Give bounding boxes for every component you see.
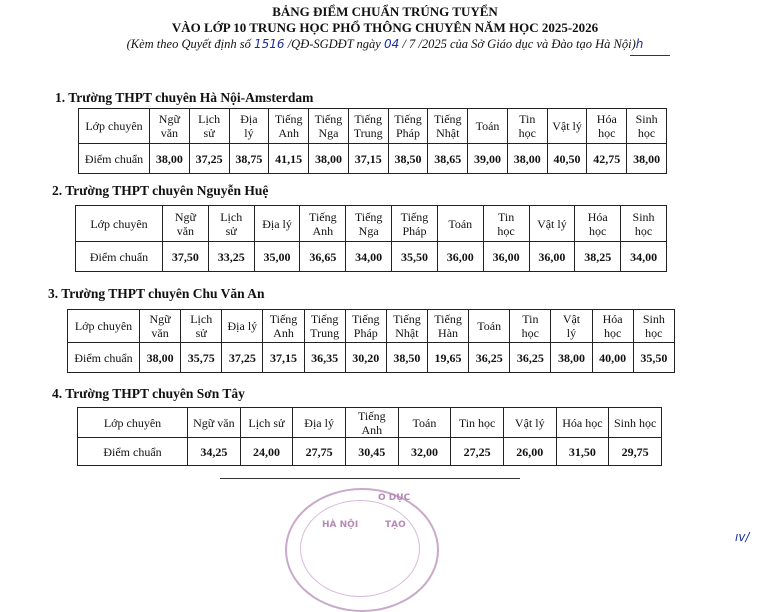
subject-header-line: Vật lý	[514, 415, 545, 430]
score-cell: 36,35	[304, 343, 345, 373]
subject-header	[304, 310, 345, 343]
subject-header-line: Lịch	[198, 112, 221, 126]
subject-header-line: Tiếng	[434, 312, 462, 326]
score-cell: 35,50	[633, 343, 674, 373]
subject-header-line: Hàn	[438, 326, 459, 340]
score-cell: 38,25	[575, 242, 621, 272]
subject-header	[300, 206, 346, 242]
subject-header-line: Vật lý	[537, 216, 567, 231]
score-cell: 34,25	[188, 438, 241, 466]
score-cell: 38,00	[140, 343, 181, 373]
corner-initial-mark: ıv/	[735, 530, 750, 544]
subject-header-line: học	[645, 326, 663, 340]
subject-header	[609, 408, 662, 438]
row-label-score: Điểm chuẩn	[68, 343, 140, 373]
subject-header	[427, 310, 468, 343]
score-cell: 41,15	[269, 144, 309, 174]
decision-mid1: /QĐ-SGDĐT ngày	[284, 37, 384, 51]
subject-header	[483, 206, 529, 242]
subject-header	[398, 408, 451, 438]
score-cell: 37,15	[263, 343, 304, 373]
subject-header	[633, 310, 674, 343]
subject-header-line: Tiếng	[433, 112, 462, 126]
score-cell: 30,45	[345, 438, 398, 466]
subject-header-line: Lịch	[220, 209, 243, 224]
score-cell: 40,50	[547, 144, 587, 174]
score-cell: 38,50	[388, 144, 428, 174]
subject-header-line: Trung	[310, 326, 340, 340]
subject-header-line: Tin	[522, 312, 539, 326]
subject-header-line: Sinh học	[613, 415, 657, 430]
score-cell: 38,75	[229, 144, 269, 174]
subject-header	[293, 408, 346, 438]
subject-header-line: Nga	[318, 126, 339, 140]
subject-header	[386, 310, 427, 343]
score-table-1	[78, 108, 667, 174]
subject-header-line: Sinh	[635, 112, 658, 126]
official-seal-inner-ring	[300, 500, 420, 597]
school-title-2: 2. Trường THPT chuyên Nguyễn Huệ	[52, 183, 269, 198]
subject-header	[507, 109, 547, 144]
subject-header-line: Địa	[240, 112, 258, 126]
score-cell: 38,00	[507, 144, 547, 174]
subject-header-line: Pháp	[395, 126, 420, 140]
subject-header-line: Nhật	[436, 126, 460, 140]
score-cell: 38,00	[309, 144, 349, 174]
subject-header-line: Tiếng	[354, 209, 383, 224]
subject-header-line: Tiếng	[274, 112, 303, 126]
subject-header-line: Toán	[477, 319, 502, 333]
row-label-score: Điểm chuẩn	[76, 242, 163, 272]
signature-mark: h	[635, 37, 644, 51]
subject-header	[181, 310, 222, 343]
seal-text-c: HÀ NỘI	[322, 520, 359, 530]
subject-header-line: Pháp	[402, 223, 427, 238]
document-title-line1: BẢNG ĐIỂM CHUẨN TRÚNG TUYỂN	[272, 4, 498, 19]
score-cell: 38,00	[150, 144, 190, 174]
subject-header-line: Nga	[358, 223, 379, 238]
subject-header-line: lý	[244, 126, 254, 140]
subject-header-line: Địa lý	[262, 216, 292, 231]
subject-header-line: Tiếng	[400, 209, 429, 224]
subject-header	[437, 206, 483, 242]
score-cell: 27,25	[451, 438, 504, 466]
subject-header-line: sử	[203, 126, 215, 140]
subject-header	[510, 310, 551, 343]
subject-header	[345, 310, 386, 343]
subject-header-line: Tiếng	[393, 312, 421, 326]
score-cell: 36,00	[437, 242, 483, 272]
subject-header-line: Tin	[497, 209, 515, 224]
score-cell: 36,00	[483, 242, 529, 272]
document-title-line2: VÀO LỚP 10 TRUNG HỌC PHỔ THÔNG CHUYÊN NĂM HỌC 2025-2026	[171, 20, 599, 35]
subject-header	[254, 206, 300, 242]
decision-number: 1516	[254, 37, 285, 51]
subject-header	[587, 109, 627, 144]
subject-header	[551, 310, 592, 343]
score-cell: 34,00	[346, 242, 392, 272]
subject-header-line: học	[603, 326, 622, 340]
subject-header	[140, 310, 181, 343]
subject-header-line: văn	[176, 223, 195, 238]
subject-header-line: Sinh	[632, 209, 655, 224]
score-cell: 42,75	[587, 144, 627, 174]
subject-header	[345, 408, 398, 438]
row-label-score: Điểm chuẩn	[79, 144, 150, 174]
subject-header-line: Tin học	[458, 415, 496, 430]
subject-header-line: Ngữ	[149, 312, 171, 326]
subject-header	[575, 206, 621, 242]
score-cell: 36,25	[469, 343, 510, 373]
subject-header	[208, 206, 254, 242]
row-label-class: Lớp chuyên	[68, 310, 140, 343]
subject-header-line: Tiếng	[354, 112, 382, 126]
score-cell: 36,25	[510, 343, 551, 373]
subject-header	[388, 109, 428, 144]
subject-header-line: Toán	[412, 415, 437, 430]
subject-header-line: Tiếng Anh	[358, 408, 386, 437]
subject-header-line: Ngữ	[174, 209, 196, 224]
subject-header	[188, 408, 241, 438]
subject-header-line: lý	[566, 326, 577, 340]
subject-header-line: Hóa	[587, 209, 608, 224]
subject-header-line: Ngữ văn	[193, 415, 235, 430]
row-label-class: Lớp chuyên	[78, 408, 188, 438]
seal-text-a: O DỤC	[378, 493, 411, 503]
subject-header	[547, 109, 587, 144]
subject-header	[627, 109, 667, 144]
subject-header-line: sử	[195, 326, 207, 340]
subject-header-line: Vật	[562, 312, 581, 326]
subject-header-line: Lịch	[190, 312, 213, 326]
score-table-3	[67, 309, 675, 373]
subject-header	[189, 109, 229, 144]
row-label-class: Lớp chuyên	[76, 206, 163, 242]
score-table-2	[75, 205, 667, 272]
score-table-4	[77, 407, 662, 466]
subject-header	[556, 408, 609, 438]
subject-header-line: Tiếng	[351, 312, 380, 326]
subject-header-line: học	[637, 126, 656, 140]
subject-header-line: Địa lý	[304, 415, 334, 430]
decision-prefix: (Kèm theo Quyết định số	[126, 37, 255, 51]
subject-header-line: Lịch sử	[248, 415, 285, 430]
school-title-3: 3. Trường THPT chuyên Chu Văn An	[48, 286, 265, 301]
signature-underline	[630, 55, 670, 56]
score-cell: 38,50	[386, 343, 427, 373]
subject-header-line: Pháp	[353, 326, 378, 340]
subject-header-line: học	[634, 223, 653, 238]
subject-header	[451, 408, 504, 438]
score-cell: 39,00	[468, 144, 508, 174]
subject-header-line: Anh	[273, 326, 294, 340]
subject-header	[150, 109, 190, 144]
score-cell: 32,00	[398, 438, 451, 466]
subject-header	[468, 109, 508, 144]
signature-line	[220, 478, 520, 479]
score-cell: 40,00	[592, 343, 633, 373]
subject-header-line: học	[521, 326, 539, 340]
row-label-score: Điểm chuẩn	[78, 438, 188, 466]
decision-mid2: / 7 /2025 của Sở Giáo dục và Đào tạo Hà Nội)	[399, 37, 636, 51]
subject-header	[348, 109, 388, 144]
subject-header-line: Tiếng	[309, 209, 337, 224]
subject-header	[222, 310, 263, 343]
subject-header-line: Toán	[448, 216, 473, 231]
score-cell: 35,50	[392, 242, 438, 272]
subject-header	[229, 109, 269, 144]
subject-header-line: Toán	[475, 119, 500, 133]
score-cell: 30,20	[345, 343, 386, 373]
subject-header-line: Hóa học	[562, 415, 603, 430]
school-title-1: 1. Trường THPT chuyên Hà Nội-Amsterdam	[55, 90, 314, 105]
score-cell: 37,25	[189, 144, 229, 174]
decision-day: 04	[383, 37, 400, 51]
subject-header-line: Tin	[519, 112, 536, 126]
subject-header-line: Tiếng	[310, 312, 339, 326]
score-cell: 27,75	[293, 438, 346, 466]
subject-header-line: văn	[151, 326, 169, 340]
score-cell: 33,25	[208, 242, 254, 272]
subject-header-line: Tiếng	[269, 312, 298, 326]
subject-header	[309, 109, 349, 144]
subject-header-line: Anh	[312, 223, 334, 238]
school-title-4: 4. Trường THPT chuyên Sơn Tây	[52, 386, 245, 401]
subject-header	[503, 408, 556, 438]
subject-header-line: sử	[225, 223, 237, 238]
score-cell: 26,00	[503, 438, 556, 466]
score-cell: 35,00	[254, 242, 300, 272]
subject-header-line: Anh	[278, 126, 300, 140]
row-label-class: Lớp chuyên	[79, 109, 150, 144]
score-cell: 38,65	[428, 144, 468, 174]
subject-header-line: học	[598, 126, 616, 140]
subject-header-line: Hóa	[602, 312, 623, 326]
subject-header-line: Tiếng	[314, 112, 343, 126]
subject-header	[529, 206, 575, 242]
subject-header	[621, 206, 667, 242]
subject-header	[592, 310, 633, 343]
subject-header-line: Hóa	[596, 112, 617, 126]
score-cell: 36,00	[529, 242, 575, 272]
score-cell: 24,00	[240, 438, 293, 466]
score-cell: 37,25	[222, 343, 263, 373]
score-cell: 37,15	[348, 144, 388, 174]
score-cell: 35,75	[181, 343, 222, 373]
subject-header-line: Trung	[353, 126, 383, 140]
seal-text-b: TẠO	[385, 520, 406, 530]
subject-header-line: Địa lý	[227, 319, 258, 333]
subject-header	[428, 109, 468, 144]
score-cell: 29,75	[609, 438, 662, 466]
subject-header	[163, 206, 209, 242]
score-cell: 37,50	[163, 242, 209, 272]
subject-header-line: Tiếng	[394, 112, 422, 126]
subject-header-line: học	[589, 223, 607, 238]
subject-header	[469, 310, 510, 343]
score-cell: 34,00	[621, 242, 667, 272]
score-cell: 38,00	[551, 343, 592, 373]
subject-header-line: Sinh	[642, 312, 665, 326]
subject-header-line: Ngữ	[158, 112, 180, 126]
score-cell: 19,65	[427, 343, 468, 373]
subject-header-line: Vật lý	[552, 119, 582, 133]
subject-header	[240, 408, 293, 438]
subject-header-line: học	[518, 126, 536, 140]
subject-header	[269, 109, 309, 144]
subject-header-line: Nhật	[395, 326, 419, 340]
score-cell: 31,50	[556, 438, 609, 466]
subject-header-line: học	[497, 223, 515, 238]
subject-header	[346, 206, 392, 242]
score-cell: 36,65	[300, 242, 346, 272]
subject-header	[263, 310, 304, 343]
subject-header	[392, 206, 438, 242]
subject-header-line: văn	[160, 126, 179, 140]
decision-reference	[0, 37, 770, 52]
score-cell: 38,00	[627, 144, 667, 174]
